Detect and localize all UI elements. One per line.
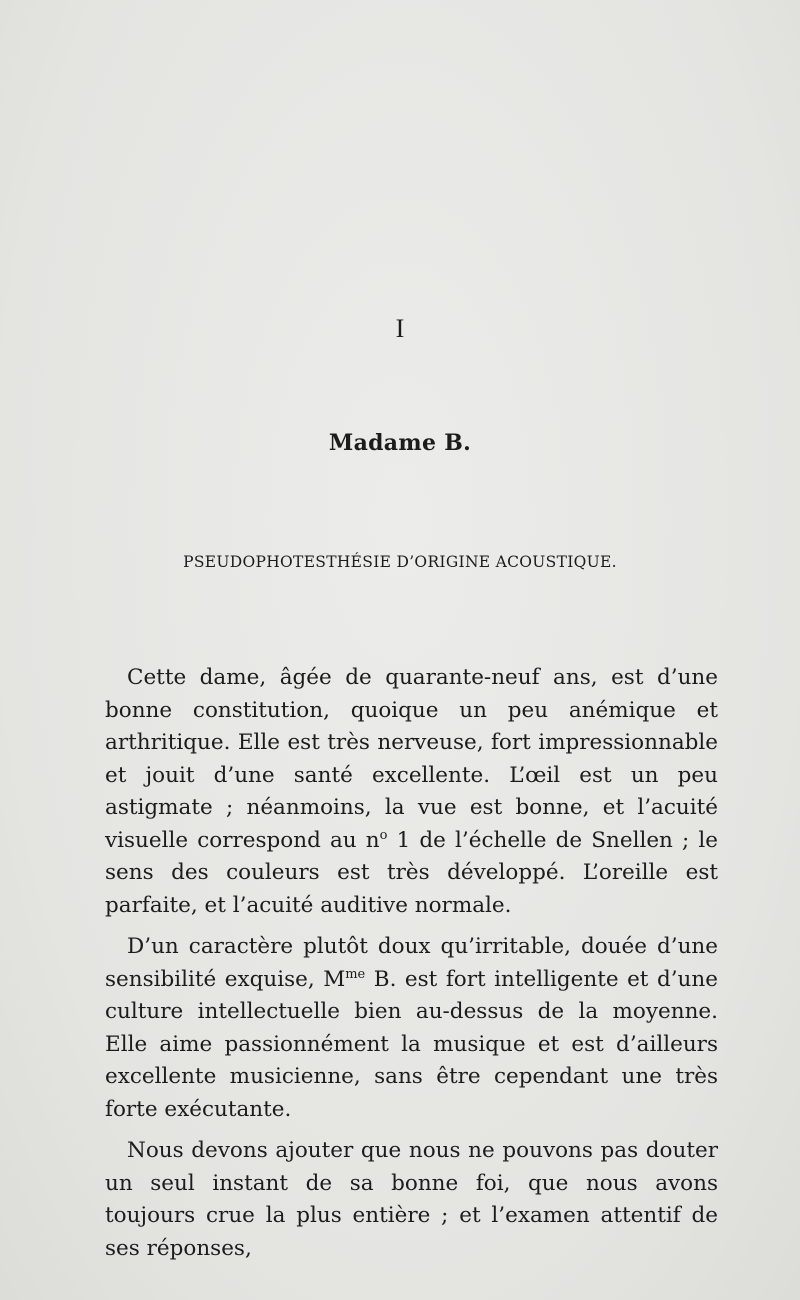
- paragraph-text: 1 de l’échelle de Snellen ; le sens des couleurs est très développé. L’oreille est parfaite, et l’acuité auditive normale.: [105, 827, 718, 918]
- chapter-number: I: [395, 314, 405, 343]
- paragraph: [105, 931, 718, 1126]
- chapter-title: Madame B.: [328, 430, 472, 456]
- superscript: o: [379, 827, 388, 843]
- paragraph-text: Cette dame, âgée de quarante-neuf ans, est d’une bonne constitution, quoique un peu anémique et arthritique. Elle est très nerveuse, fort impressionnable et jouit d’une santé excellente. L’œil est un peu astigmate ; néanmoins, la vue est bonne, et l’acuité visuelle correspond au n: [105, 665, 718, 853]
- paragraph-text: Nous devons ajouter que nous ne pouvons pas douter un seul instant de sa bonne foi, que nous avons toujours crue la plus entière ; et l’examen attentif de ses réponses,: [105, 1138, 718, 1261]
- paragraph-text: B. est fort intelligente et d’une culture intellectuelle bien au-dessus de la moyenne. Elle aime passionnément la musique et est d’ailleurs excellente musicienne, sans être cependant une très forte exécutante.: [105, 966, 718, 1122]
- body-text: [105, 662, 718, 1274]
- chapter-subtitle: PSEUDOPHOTESTHÉSIE D’ORIGINE ACOUSTIQUE.: [183, 553, 617, 571]
- paragraph: [105, 1135, 718, 1265]
- paragraph-text: D’un caractère plutôt doux qu’irritable, douée d’une sensibilité exquise, M: [105, 934, 718, 992]
- superscript: me: [345, 966, 366, 982]
- paragraph: [105, 662, 718, 922]
